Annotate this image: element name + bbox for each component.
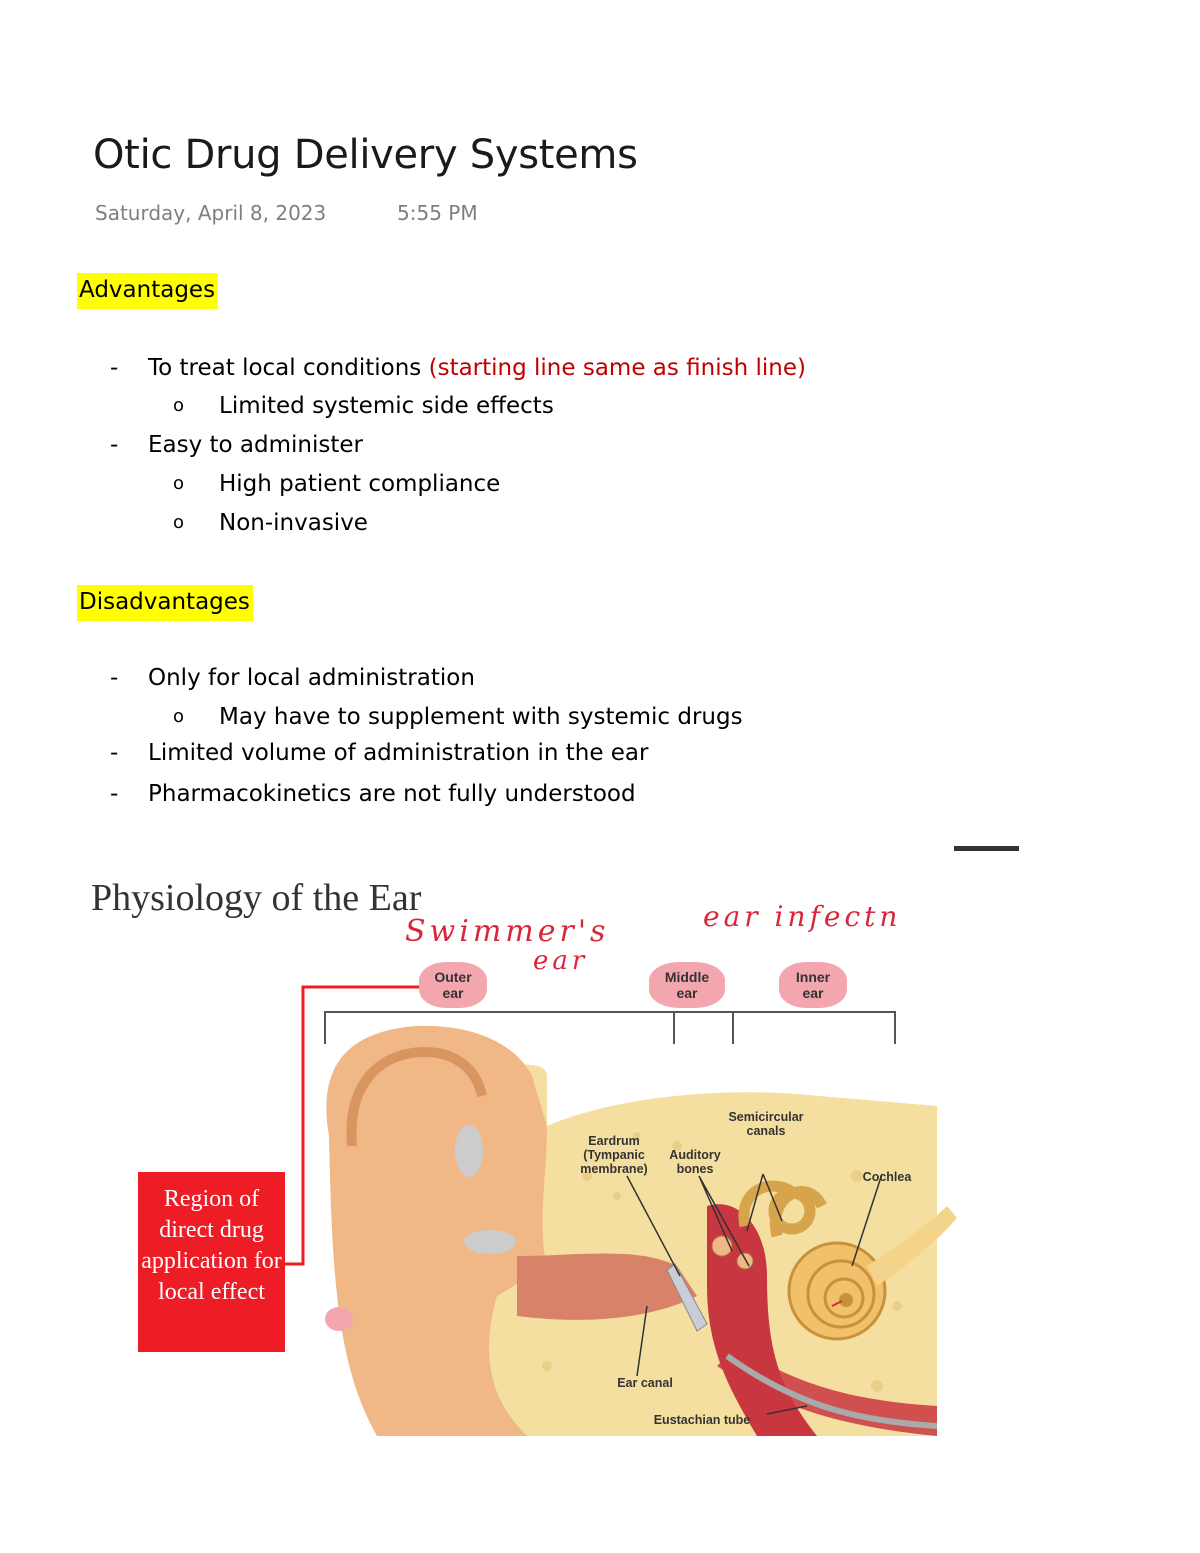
label-auditory-bones: Auditory bones bbox=[669, 1148, 721, 1176]
handwriting-infection: ear infectn bbox=[703, 900, 902, 933]
note-time: 5:55 PM bbox=[397, 201, 478, 225]
advantages-heading: Advantages bbox=[77, 273, 218, 309]
advantage-item: Easy to administer bbox=[148, 432, 363, 458]
handwriting-ear: ear bbox=[533, 946, 589, 976]
label-ear-canal: Ear canal bbox=[617, 1376, 673, 1390]
zone-middle-ear: Middle ear bbox=[649, 962, 725, 1008]
disadvantage-subitem: May have to supplement with systemic drugs bbox=[219, 704, 743, 730]
handwriting-swimmers: Swimmer's bbox=[405, 914, 610, 949]
zone-outer-ear: Outer ear bbox=[419, 962, 487, 1008]
circle-bullet: o bbox=[173, 706, 185, 727]
label-eardrum: Eardrum (Tympanic membrane) bbox=[580, 1134, 648, 1176]
disadvantage-item: Limited volume of administration in the ear bbox=[148, 740, 649, 766]
label-eustachian-tube: Eustachian tube bbox=[653, 1413, 751, 1427]
disadvantages-heading: Disadvantages bbox=[77, 585, 253, 621]
dash-bullet: - bbox=[110, 432, 119, 458]
circle-bullet: o bbox=[173, 512, 185, 533]
advantage-text: To treat local conditions bbox=[148, 355, 429, 381]
zone-inner-ear: Inner ear bbox=[779, 962, 847, 1008]
figure-title: Physiology of the Ear bbox=[91, 877, 422, 919]
advantage-note: (starting line same as finish line) bbox=[428, 355, 806, 381]
dash-bullet: - bbox=[110, 665, 119, 691]
disadvantage-item: Pharmacokinetics are not fully understood bbox=[148, 781, 636, 807]
dash-bullet: - bbox=[110, 740, 119, 766]
drug-application-callout: Region of direct drug application for local effect bbox=[138, 1172, 285, 1352]
cochlea bbox=[789, 1243, 885, 1339]
advantage-subitem: Limited systemic side effects bbox=[219, 393, 554, 419]
page-title: Otic Drug Delivery Systems bbox=[93, 132, 638, 178]
disadvantage-item: Only for local administration bbox=[148, 665, 475, 691]
label-cochlea: Cochlea bbox=[862, 1170, 912, 1184]
cartilage bbox=[455, 1125, 483, 1177]
advantage-item bbox=[148, 353, 806, 383]
advantage-subitem: High patient compliance bbox=[219, 471, 501, 497]
advantage-subitem: Non-invasive bbox=[219, 510, 368, 536]
dash-bullet: - bbox=[110, 781, 119, 807]
ear-physiology-figure bbox=[77, 846, 1019, 1436]
note-date: Saturday, April 8, 2023 bbox=[95, 201, 327, 225]
label-semicircular-canals: Semicircular canals bbox=[728, 1110, 804, 1138]
circle-bullet: o bbox=[173, 473, 185, 494]
circle-bullet: o bbox=[173, 395, 185, 416]
dash-bullet: - bbox=[110, 355, 119, 381]
